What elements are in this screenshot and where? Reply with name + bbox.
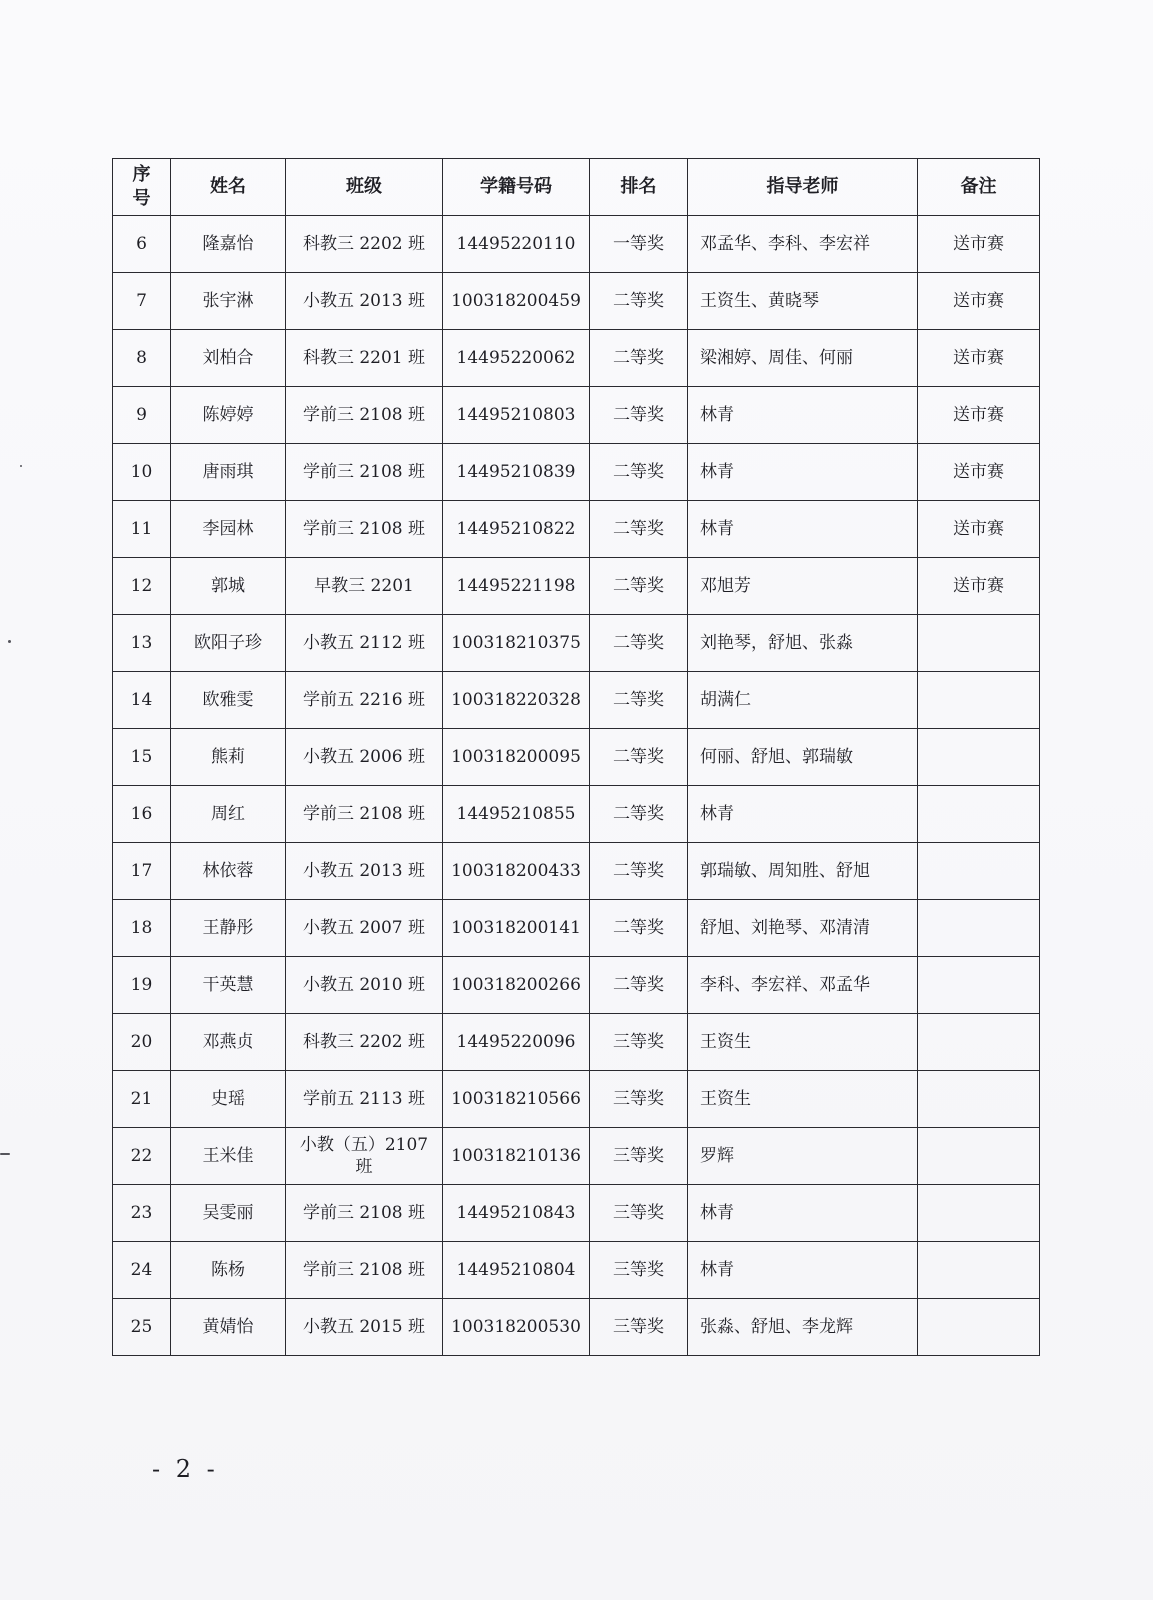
- cell-student-id: 100318210375: [443, 615, 590, 672]
- cell-rank: 二等奖: [590, 672, 688, 729]
- cell-class: 学前五 2216 班: [286, 672, 443, 729]
- cell-student-id: 100318210136: [443, 1128, 590, 1185]
- cell-seq: 8: [113, 330, 171, 387]
- cell-teachers: 邓旭芳: [688, 558, 918, 615]
- cell-rank: 二等奖: [590, 729, 688, 786]
- cell-remark: [918, 786, 1040, 843]
- cell-teachers: 刘艳琴，舒旭、张淼: [688, 615, 918, 672]
- cell-seq: 13: [113, 615, 171, 672]
- table-row: [113, 444, 1040, 501]
- cell-name: 刘柏合: [171, 330, 286, 387]
- cell-seq: 21: [113, 1071, 171, 1128]
- header-student-id: 学籍号码: [443, 159, 590, 216]
- scan-speck: [8, 640, 11, 643]
- cell-class: 学前三 2108 班: [286, 501, 443, 558]
- table-body: [113, 216, 1040, 1356]
- cell-rank: 三等奖: [590, 1185, 688, 1242]
- cell-class: 小教五 2006 班: [286, 729, 443, 786]
- cell-rank: 三等奖: [590, 1299, 688, 1356]
- header-seq-top: 序: [132, 164, 151, 185]
- cell-teachers: 张淼、舒旭、李龙辉: [688, 1299, 918, 1356]
- cell-teachers: 王资生、黄晓琴: [688, 273, 918, 330]
- cell-student-id: 14495210839: [443, 444, 590, 501]
- cell-class: 科教三 2202 班: [286, 1014, 443, 1071]
- header-seq: [113, 159, 171, 216]
- header-class: 班级: [286, 159, 443, 216]
- cell-remark: 送市赛: [918, 558, 1040, 615]
- cell-teachers: 何丽、舒旭、郭瑞敏: [688, 729, 918, 786]
- table-row: [113, 501, 1040, 558]
- cell-class: 小教五 2015 班: [286, 1299, 443, 1356]
- header-name: 姓名: [171, 159, 286, 216]
- cell-remark: [918, 1299, 1040, 1356]
- cell-remark: [918, 1128, 1040, 1185]
- cell-teachers: 舒旭、刘艳琴、邓清清: [688, 900, 918, 957]
- cell-student-id: 100318200266: [443, 957, 590, 1014]
- cell-student-id: 100318220328: [443, 672, 590, 729]
- cell-remark: [918, 615, 1040, 672]
- cell-name: 熊莉: [171, 729, 286, 786]
- cell-student-id: 14495220062: [443, 330, 590, 387]
- header-remark: 备注: [918, 159, 1040, 216]
- cell-rank: 三等奖: [590, 1014, 688, 1071]
- cell-rank: 一等奖: [590, 216, 688, 273]
- cell-teachers: 林青: [688, 1185, 918, 1242]
- cell-class: 学前三 2108 班: [286, 1242, 443, 1299]
- cell-rank: 二等奖: [590, 615, 688, 672]
- table-row: [113, 1014, 1040, 1071]
- table-row: [113, 330, 1040, 387]
- table-row: [113, 1299, 1040, 1356]
- cell-rank: 二等奖: [590, 957, 688, 1014]
- cell-seq: 23: [113, 1185, 171, 1242]
- cell-class: 小教五 2013 班: [286, 843, 443, 900]
- cell-name: 史瑶: [171, 1071, 286, 1128]
- cell-rank: 二等奖: [590, 444, 688, 501]
- table-row: [113, 1071, 1040, 1128]
- cell-class: 小教五 2007 班: [286, 900, 443, 957]
- cell-remark: 送市赛: [918, 330, 1040, 387]
- header-rank: 排名: [590, 159, 688, 216]
- cell-name: 欧雅雯: [171, 672, 286, 729]
- cell-student-id: 100318200459: [443, 273, 590, 330]
- cell-seq: 17: [113, 843, 171, 900]
- cell-student-id: 14495220110: [443, 216, 590, 273]
- cell-rank: 二等奖: [590, 900, 688, 957]
- cell-teachers: 林青: [688, 444, 918, 501]
- cell-remark: 送市赛: [918, 273, 1040, 330]
- cell-student-id: 100318200141: [443, 900, 590, 957]
- table-row: [113, 558, 1040, 615]
- cell-name: 陈杨: [171, 1242, 286, 1299]
- cell-rank: 二等奖: [590, 387, 688, 444]
- cell-teachers: 李科、李宏祥、邓孟华: [688, 957, 918, 1014]
- cell-rank: 二等奖: [590, 843, 688, 900]
- cell-class: 学前三 2108 班: [286, 387, 443, 444]
- cell-name: 黄婧怡: [171, 1299, 286, 1356]
- cell-teachers: 王资生: [688, 1014, 918, 1071]
- table-row: [113, 957, 1040, 1014]
- cell-rank: 三等奖: [590, 1128, 688, 1185]
- cell-seq: 16: [113, 786, 171, 843]
- cell-class: 学前五 2113 班: [286, 1071, 443, 1128]
- page-number: - 2 -: [152, 1455, 219, 1483]
- cell-name: 唐雨琪: [171, 444, 286, 501]
- cell-seq: 20: [113, 1014, 171, 1071]
- cell-seq: 9: [113, 387, 171, 444]
- cell-name: 张宇淋: [171, 273, 286, 330]
- cell-student-id: 100318200095: [443, 729, 590, 786]
- cell-seq: 19: [113, 957, 171, 1014]
- cell-class: 小教五 2010 班: [286, 957, 443, 1014]
- cell-remark: [918, 843, 1040, 900]
- cell-name: 王静彤: [171, 900, 286, 957]
- cell-class: 小教（五）2107 班: [286, 1128, 443, 1185]
- cell-class: 科教三 2202 班: [286, 216, 443, 273]
- cell-rank: 二等奖: [590, 273, 688, 330]
- table-row: [113, 615, 1040, 672]
- cell-remark: 送市赛: [918, 501, 1040, 558]
- cell-remark: [918, 1014, 1040, 1071]
- cell-rank: 二等奖: [590, 501, 688, 558]
- cell-teachers: 胡满仁: [688, 672, 918, 729]
- cell-rank: 三等奖: [590, 1071, 688, 1128]
- table-row: [113, 273, 1040, 330]
- cell-name: 陈婷婷: [171, 387, 286, 444]
- cell-rank: 二等奖: [590, 786, 688, 843]
- table-row: [113, 786, 1040, 843]
- cell-seq: 14: [113, 672, 171, 729]
- cell-name: 欧阳子珍: [171, 615, 286, 672]
- cell-class: 早教三 2201: [286, 558, 443, 615]
- cell-name: 王米佳: [171, 1128, 286, 1185]
- cell-seq: 10: [113, 444, 171, 501]
- cell-rank: 二等奖: [590, 558, 688, 615]
- cell-remark: [918, 1242, 1040, 1299]
- cell-teachers: 林青: [688, 387, 918, 444]
- cell-seq: 25: [113, 1299, 171, 1356]
- table-row: [113, 672, 1040, 729]
- cell-class: 科教三 2201 班: [286, 330, 443, 387]
- cell-teachers: 梁湘婷、周佳、何丽: [688, 330, 918, 387]
- cell-class: 学前三 2108 班: [286, 1185, 443, 1242]
- cell-seq: 7: [113, 273, 171, 330]
- cell-student-id: 14495210843: [443, 1185, 590, 1242]
- cell-student-id: 14495221198: [443, 558, 590, 615]
- table-header-row: [113, 159, 1040, 216]
- cell-remark: 送市赛: [918, 216, 1040, 273]
- cell-student-id: 100318200433: [443, 843, 590, 900]
- cell-name: 邓燕贞: [171, 1014, 286, 1071]
- cell-seq: 11: [113, 501, 171, 558]
- table-row: [113, 1128, 1040, 1185]
- cell-teachers: 林青: [688, 501, 918, 558]
- cell-student-id: 14495220096: [443, 1014, 590, 1071]
- cell-seq: 24: [113, 1242, 171, 1299]
- table-row: [113, 387, 1040, 444]
- cell-student-id: 14495210855: [443, 786, 590, 843]
- table-row: [113, 843, 1040, 900]
- cell-student-id: 100318210566: [443, 1071, 590, 1128]
- cell-teachers: 邓孟华、李科、李宏祥: [688, 216, 918, 273]
- cell-seq: 18: [113, 900, 171, 957]
- cell-remark: 送市赛: [918, 444, 1040, 501]
- scan-speck: [20, 465, 22, 467]
- table-row: [113, 729, 1040, 786]
- cell-name: 林依蓉: [171, 843, 286, 900]
- cell-student-id: 100318200530: [443, 1299, 590, 1356]
- cell-class: 小教五 2013 班: [286, 273, 443, 330]
- cell-name: 李园林: [171, 501, 286, 558]
- cell-class: 小教五 2112 班: [286, 615, 443, 672]
- awards-table: [112, 158, 1040, 1356]
- cell-remark: 送市赛: [918, 387, 1040, 444]
- cell-teachers: 罗辉: [688, 1128, 918, 1185]
- table-row: [113, 216, 1040, 273]
- cell-student-id: 14495210804: [443, 1242, 590, 1299]
- cell-remark: [918, 1071, 1040, 1128]
- cell-name: 吴雯丽: [171, 1185, 286, 1242]
- cell-student-id: 14495210822: [443, 501, 590, 558]
- cell-teachers: 王资生: [688, 1071, 918, 1128]
- cell-rank: 二等奖: [590, 330, 688, 387]
- cell-teachers: 林青: [688, 786, 918, 843]
- scan-speck: [0, 1153, 10, 1155]
- cell-class: 学前三 2108 班: [286, 444, 443, 501]
- header-teachers: 指导老师: [688, 159, 918, 216]
- cell-name: 干英慧: [171, 957, 286, 1014]
- cell-name: 隆嘉怡: [171, 216, 286, 273]
- cell-class: 学前三 2108 班: [286, 786, 443, 843]
- cell-teachers: 郭瑞敏、周知胜、舒旭: [688, 843, 918, 900]
- cell-name: 周红: [171, 786, 286, 843]
- cell-name: 郭城: [171, 558, 286, 615]
- cell-seq: 6: [113, 216, 171, 273]
- cell-seq: 15: [113, 729, 171, 786]
- cell-remark: [918, 957, 1040, 1014]
- table-row: [113, 900, 1040, 957]
- table-row: [113, 1185, 1040, 1242]
- table-row: [113, 1242, 1040, 1299]
- cell-seq: 22: [113, 1128, 171, 1185]
- cell-teachers: 林青: [688, 1242, 918, 1299]
- cell-student-id: 14495210803: [443, 387, 590, 444]
- cell-remark: [918, 900, 1040, 957]
- cell-remark: [918, 672, 1040, 729]
- cell-rank: 三等奖: [590, 1242, 688, 1299]
- cell-seq: 12: [113, 558, 171, 615]
- cell-remark: [918, 729, 1040, 786]
- cell-remark: [918, 1185, 1040, 1242]
- header-seq-bottom: 号: [132, 188, 151, 209]
